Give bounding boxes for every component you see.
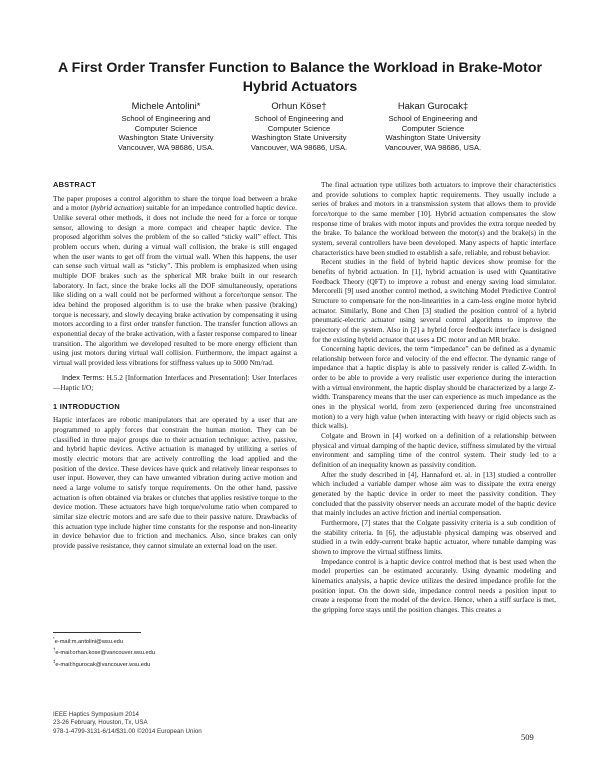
conference-line: 978-1-4799-3131-6/14/$31.00 ©2014 European Union — [53, 727, 202, 735]
left-column — [53, 180, 297, 551]
author-affiliation-line: Washington State University — [385, 133, 481, 142]
body-paragraph: Colgate and Brown in [4] worked on a definition of a relationship between physical and virtual damping of the haptic device, stiffness simulated by the virtual environment and sampling time of the control system. Their study led to a definition of an inequality known as passivity condition. — [312, 431, 556, 470]
author-affiliation-line: Vancouver, WA 98686, USA. — [117, 142, 215, 152]
body-paragraph: Impedance control is a haptic device control method that is best used when the model properties can be estimated accurately. Using dynamic modeling and kinematics analysis, a haptic device utilizes the desired impedance profile for the position input. On the down side, impedance control needs a position input to create a response from the model of the device. Hence, when a stiff surface is met, the gripping force stays until the position changes. This creates a — [312, 556, 556, 614]
body-paragraph: Concerning haptic devices, the term “impedance” can be defined as a dynamic relationship between force and velocity of the end effector. The dynamic range of impedance that a haptic display is able to passively render is called Z-width. In order to be able to provide a very realistic user experience during the interaction with a virtual environment, the haptic display should be characterized by a large Z-width. Transparency means that the user can experience as much impedance as the ones in the physical world, from zero (experienced during free unconstrained motion) to a very high value (when interacting with heavy or rigid objects such as thick walls). — [312, 344, 556, 431]
conference-line: 23-26 February, Houston, Tx, USA — [53, 719, 148, 727]
author-affiliation-line: School of Engineering and — [254, 114, 344, 123]
body-paragraph: Recent studies in the field of hybrid haptic devices show promise for the benefits of hybrid actuation. In [1], hybrid actuation is used with Quantitative Feedback Theory (QFT) to improve a robust and energy saving load simulator. Mercorelli [9] used another control method, a switching Model Predictive Control Structure to compensate for the non-linearities in a cam-less engine motor hybrid actuator. Similarly, Bone and Chen [3] studied the position control of a hybrid pneumatic-electric actuator using several control algorithms to improve the trajectory of the system. Also in [2] a hybrid force feedback interface is designed for the existing hybrid actuator that uses a DC motor and an MR brake. — [312, 257, 556, 344]
introduction-text: Haptic interfaces are robotic manipulators that are operated by a user that are programmed to apply forces that constrain the human motion. They can be classified in three major groups due to their actuation technique: active, passive, and hybrid haptic devices. Active actuation is managed by utilizing a series of mostly electric motors that are actively controlling the load applied and the position of the device. These devices have quick and relatively linear responses to user input. However, they can have unwanted vibration during active motion and need a large volume to satisfy torque requirements. On the other hand, passive actuation is often obtained via brakes or clutches that applies resistive torque to the device motion. These actuators have high torque/volume ratio when compared to similar size electric motors and are safe due to their passive nature. Drawbacks of this actuation type include higher time constants for the response and non-linearity in device behavior due to friction and mechanics. Also, since brakes can only provide passive resistance, they cannot simulate an external load on the user. — [53, 415, 297, 550]
author-affiliation-line: School of Engineering and — [388, 114, 478, 123]
body-paragraph: After the study described in [4], Hannaford et. al. in [13] studied a controller which included a variable damper whose aim was to dissipate the extra energy generated by the haptic device in order to meet the passivity condition. They concluded that the passivity observer needs an accurate model of the haptic device that mainly includes an active friction and inertial compensation. — [312, 469, 556, 518]
abstract-text: The paper proposes a control algorithm to share the torque load between a brake and a motor (hybrid actuation) suitable for an impedance controlled haptic device. Unlike several other methods, it does not include the need for a force or torque sensor, allowing to design a more compact and cheaper haptic device. The proposed algorithm solves the problem of the so called “sticky wall” effect. This problem occurs when, during a virtual wall collision, the brake is still engaged when the user wants to get off from the virtual wall. When this happens, the user can sense such virtual wall as “sticky”. This problem is emphasized when using multiple DOF brakes such as the spherical MR brake built in our research laboratory. In fact, since the brake locks all the DOF simultaneously, operations like sliding on a wall could not be performed without a force/torque sensor. The idea behind the proposed algorithm is to use the brake when passive (braking) torque is necessary, and slowly decaying brake activation by compensating it using motors according to a first order transfer function. The transfer function allows an exponential decay of the brake activation, with a faster response compared to linear transition. The algorithm we developed resulted to be more energy efficient than using just motors during virtual wall collision. Furthermore, the impact against a virtual wall provided less vibrations for stiffness values up to 5000 Nm/rad. — [53, 193, 297, 367]
footnote: ‡e-mail:hgurocak@vancouver.wsu.edu — [53, 658, 151, 668]
author-name: Hakan Gurocak‡ — [397, 100, 469, 111]
author-block — [343, 100, 523, 152]
author-affiliation-line: Computer Science — [267, 123, 331, 133]
author-affiliation-line: School of Engineering and — [121, 114, 211, 123]
footnote: *e-mail:m.antolini@wsu.edu — [53, 636, 124, 645]
author-name: Orhun Köse† — [271, 100, 327, 111]
body-paragraph: The final actuation type utilizes both actuators to improve their characteristics and provide solutions to complex haptic requirements. They usually include a series of brakes and motors in a transmission system that allows them to provide force/torque to the same member [10]. Hybrid actuation compensates the slow response time of brakes with motor inputs and provides the extra torque needed by the brake. To balance the workload between the motor(s) and the brake(s) in the system, several controllers have been developed. Many aspects of haptic interface characteristics have been studied to establish a safe, reliable, and robust behavior. — [312, 180, 556, 257]
author-affiliation-line: Vancouver, WA 98686, USA. — [250, 142, 348, 152]
author-affiliation-line: Computer Science — [134, 123, 198, 133]
page-number: 509 — [521, 732, 534, 742]
footnotes — [53, 632, 297, 669]
footnote: †e-mail:orhan.kose@vancouver.wsu.edu — [53, 647, 156, 657]
footnote-rule — [53, 632, 141, 633]
right-column — [312, 180, 556, 615]
conference-info — [53, 711, 202, 736]
author-affiliation-line: Washington State University — [118, 133, 214, 142]
author-affiliation-line: Washington State University — [251, 133, 347, 142]
author-affiliation-line: Vancouver, WA 98686, USA. — [384, 142, 482, 152]
body-paragraph: Furthermore, [7] states that the Colgate passivity criteria is a sub condition of the stability criteria. In [6], the adjustable physical damping was observed and studied in a twin eddy-current brake haptic actuator, where tunable damping was shown to improve the virtual stiffness limits. — [312, 517, 556, 556]
abstract-heading: ABSTRACT — [53, 180, 97, 189]
paper-title: A First Order Transfer Function to Balance the Workload in Brake-Motor Hybrid Actuators — [57, 60, 543, 95]
conference-line: IEEE Haptics Symposium 2014 — [53, 711, 139, 718]
index-terms: Index Terms: H.5.2 [Information Interfaces and Presentation]: User Interfaces—Haptic I/O; — [53, 373, 297, 393]
author-name: Michele Antolini* — [131, 100, 201, 111]
author-affiliation-line: Computer Science — [401, 123, 465, 133]
introduction-heading: 1 INTRODUCTION — [53, 401, 121, 411]
